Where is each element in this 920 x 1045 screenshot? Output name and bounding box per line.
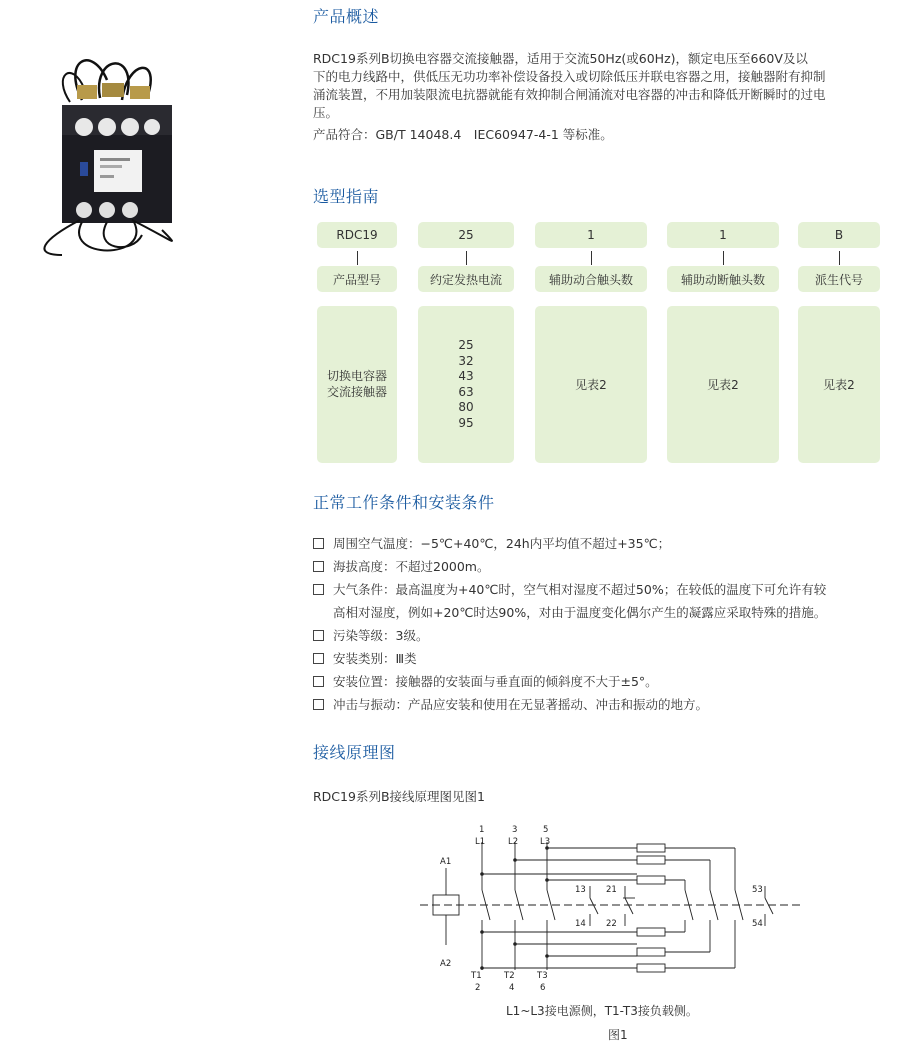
code-box-model: RDC19 (317, 222, 397, 248)
current-value: 95 (458, 415, 474, 430)
connector-line (591, 251, 592, 265)
product-image (22, 50, 192, 260)
label-box-aux-nc: 辅助动断触头数 (667, 266, 779, 292)
section-title-conditions: 正常工作条件和安装条件 (313, 493, 495, 512)
diagram-label: 14 (575, 919, 586, 929)
checkbox-icon (313, 561, 324, 572)
condition-item (313, 647, 913, 670)
diagram-label: L3 (540, 837, 551, 847)
condition-text: 冲击与振动：产品应安装和使用在无显著摇动、冲击和振动的地方。 (333, 697, 709, 712)
current-value: 32 (458, 353, 474, 368)
diagram-label: 1 (479, 825, 485, 835)
code-box-current: 25 (418, 222, 514, 248)
current-value: 63 (458, 384, 474, 399)
condition-text: 安装位置：接触器的安装面与垂直面的倾斜度不大于±5°。 (333, 674, 658, 689)
code-box-derived: B (798, 222, 880, 248)
wiring-intro: RDC19系列B接线原理图见图1 (313, 789, 485, 804)
condition-item (313, 578, 913, 624)
overview-line: 涌流装置，不用加装限流电抗器就能有效抑制合闸涌流对电容器的冲击和降低开断瞬时的过电 (313, 87, 826, 102)
diagram-label: 2 (475, 983, 481, 993)
diagram-label: 13 (575, 885, 586, 895)
condition-text: 大气条件：最高温度为+40℃时，空气相对湿度不超过50%；在较低的温度下可允许有较 (333, 582, 827, 597)
detail-text: 交流接触器 (326, 384, 387, 399)
label-box-current: 约定发热电流 (418, 266, 514, 292)
diagram-label: T2 (504, 971, 515, 981)
diagram-label: 5 (543, 825, 549, 835)
diagram-caption: L1~L3接电源侧，T1-T3接负载侧。 (506, 1004, 698, 1018)
connector-line (466, 251, 467, 265)
diagram-label: 54 (752, 919, 763, 929)
checkbox-icon (313, 676, 324, 687)
current-value: 80 (458, 400, 474, 414)
label-box-model: 产品型号 (317, 266, 397, 292)
diagram-label: A2 (440, 959, 452, 969)
diagram-label: 21 (606, 885, 617, 895)
standard-line: 产品符合：GB/T 14048.4 IEC60947-4-1 等标准。 (313, 127, 613, 142)
diagram-label: 3 (512, 825, 518, 835)
code-box-aux-nc: 1 (667, 222, 779, 248)
checkbox-icon (313, 630, 324, 641)
connector-line (839, 251, 840, 265)
overview-line: RDC19系列B切换电容器交流接触器，适用于交流50Hz(或60Hz)，额定电压至660V及以 (313, 51, 808, 66)
condition-text: 污染等级：3级。 (333, 628, 429, 643)
code-box-aux-no: 1 (535, 222, 647, 248)
connector-line (723, 251, 724, 265)
diagram-label: 4 (509, 983, 515, 993)
condition-item (313, 532, 913, 555)
section-title-selection: 选型指南 (313, 187, 380, 206)
condition-item (313, 693, 913, 716)
detail-box-current (418, 306, 514, 463)
checkbox-icon (313, 584, 324, 595)
diagram-label: L1 (475, 837, 486, 847)
condition-text-continued: 高相对湿度，例如+20℃时达90%，对由于温度变化偶尔产生的凝露应采取特殊的措施。 (333, 605, 827, 620)
conditions-list (313, 532, 913, 716)
detail-text: 切换电容器 (326, 369, 387, 383)
condition-item (313, 670, 913, 693)
overview-line: 压。 (313, 105, 339, 120)
detail-box-model (317, 306, 397, 463)
detail-box-aux-nc: 见表2 (667, 306, 779, 463)
diagram-label: 6 (540, 983, 546, 993)
figure-label: 图1 (608, 1028, 628, 1042)
overview-line: 下的电力线路中，供低压无功功率补偿设备投入或切除低压并联电容器之用，接触器附有抑制 (313, 69, 826, 84)
diagram-label: T1 (471, 971, 482, 981)
overview-paragraph (313, 50, 903, 144)
section-title-overview: 产品概述 (313, 7, 380, 26)
checkbox-icon (313, 653, 324, 664)
label-box-derived: 派生代号 (798, 266, 880, 292)
diagram-label: A1 (440, 857, 452, 867)
checkbox-icon (313, 699, 324, 710)
wiring-diagram (415, 820, 815, 1000)
diagram-label: 53 (752, 885, 763, 895)
current-value: 25 (458, 338, 474, 352)
condition-text: 周围空气温度：−5℃+40℃，24h内平均值不超过+35℃； (333, 536, 671, 551)
diagram-label: 22 (606, 919, 617, 929)
label-box-aux-no: 辅助动合触头数 (535, 266, 647, 292)
section-title-wiring: 接线原理图 (313, 743, 396, 762)
connector-line (357, 251, 358, 265)
condition-text: 安装类别：Ⅲ类 (333, 651, 417, 666)
condition-item (313, 555, 913, 578)
condition-text: 海拔高度：不超过2000m。 (333, 559, 490, 574)
detail-box-derived: 见表2 (798, 306, 880, 463)
current-value: 43 (458, 369, 474, 383)
condition-item (313, 624, 913, 647)
diagram-label: L2 (508, 837, 519, 847)
checkbox-icon (313, 538, 324, 549)
diagram-label: T3 (537, 971, 548, 981)
detail-box-aux-no: 见表2 (535, 306, 647, 463)
